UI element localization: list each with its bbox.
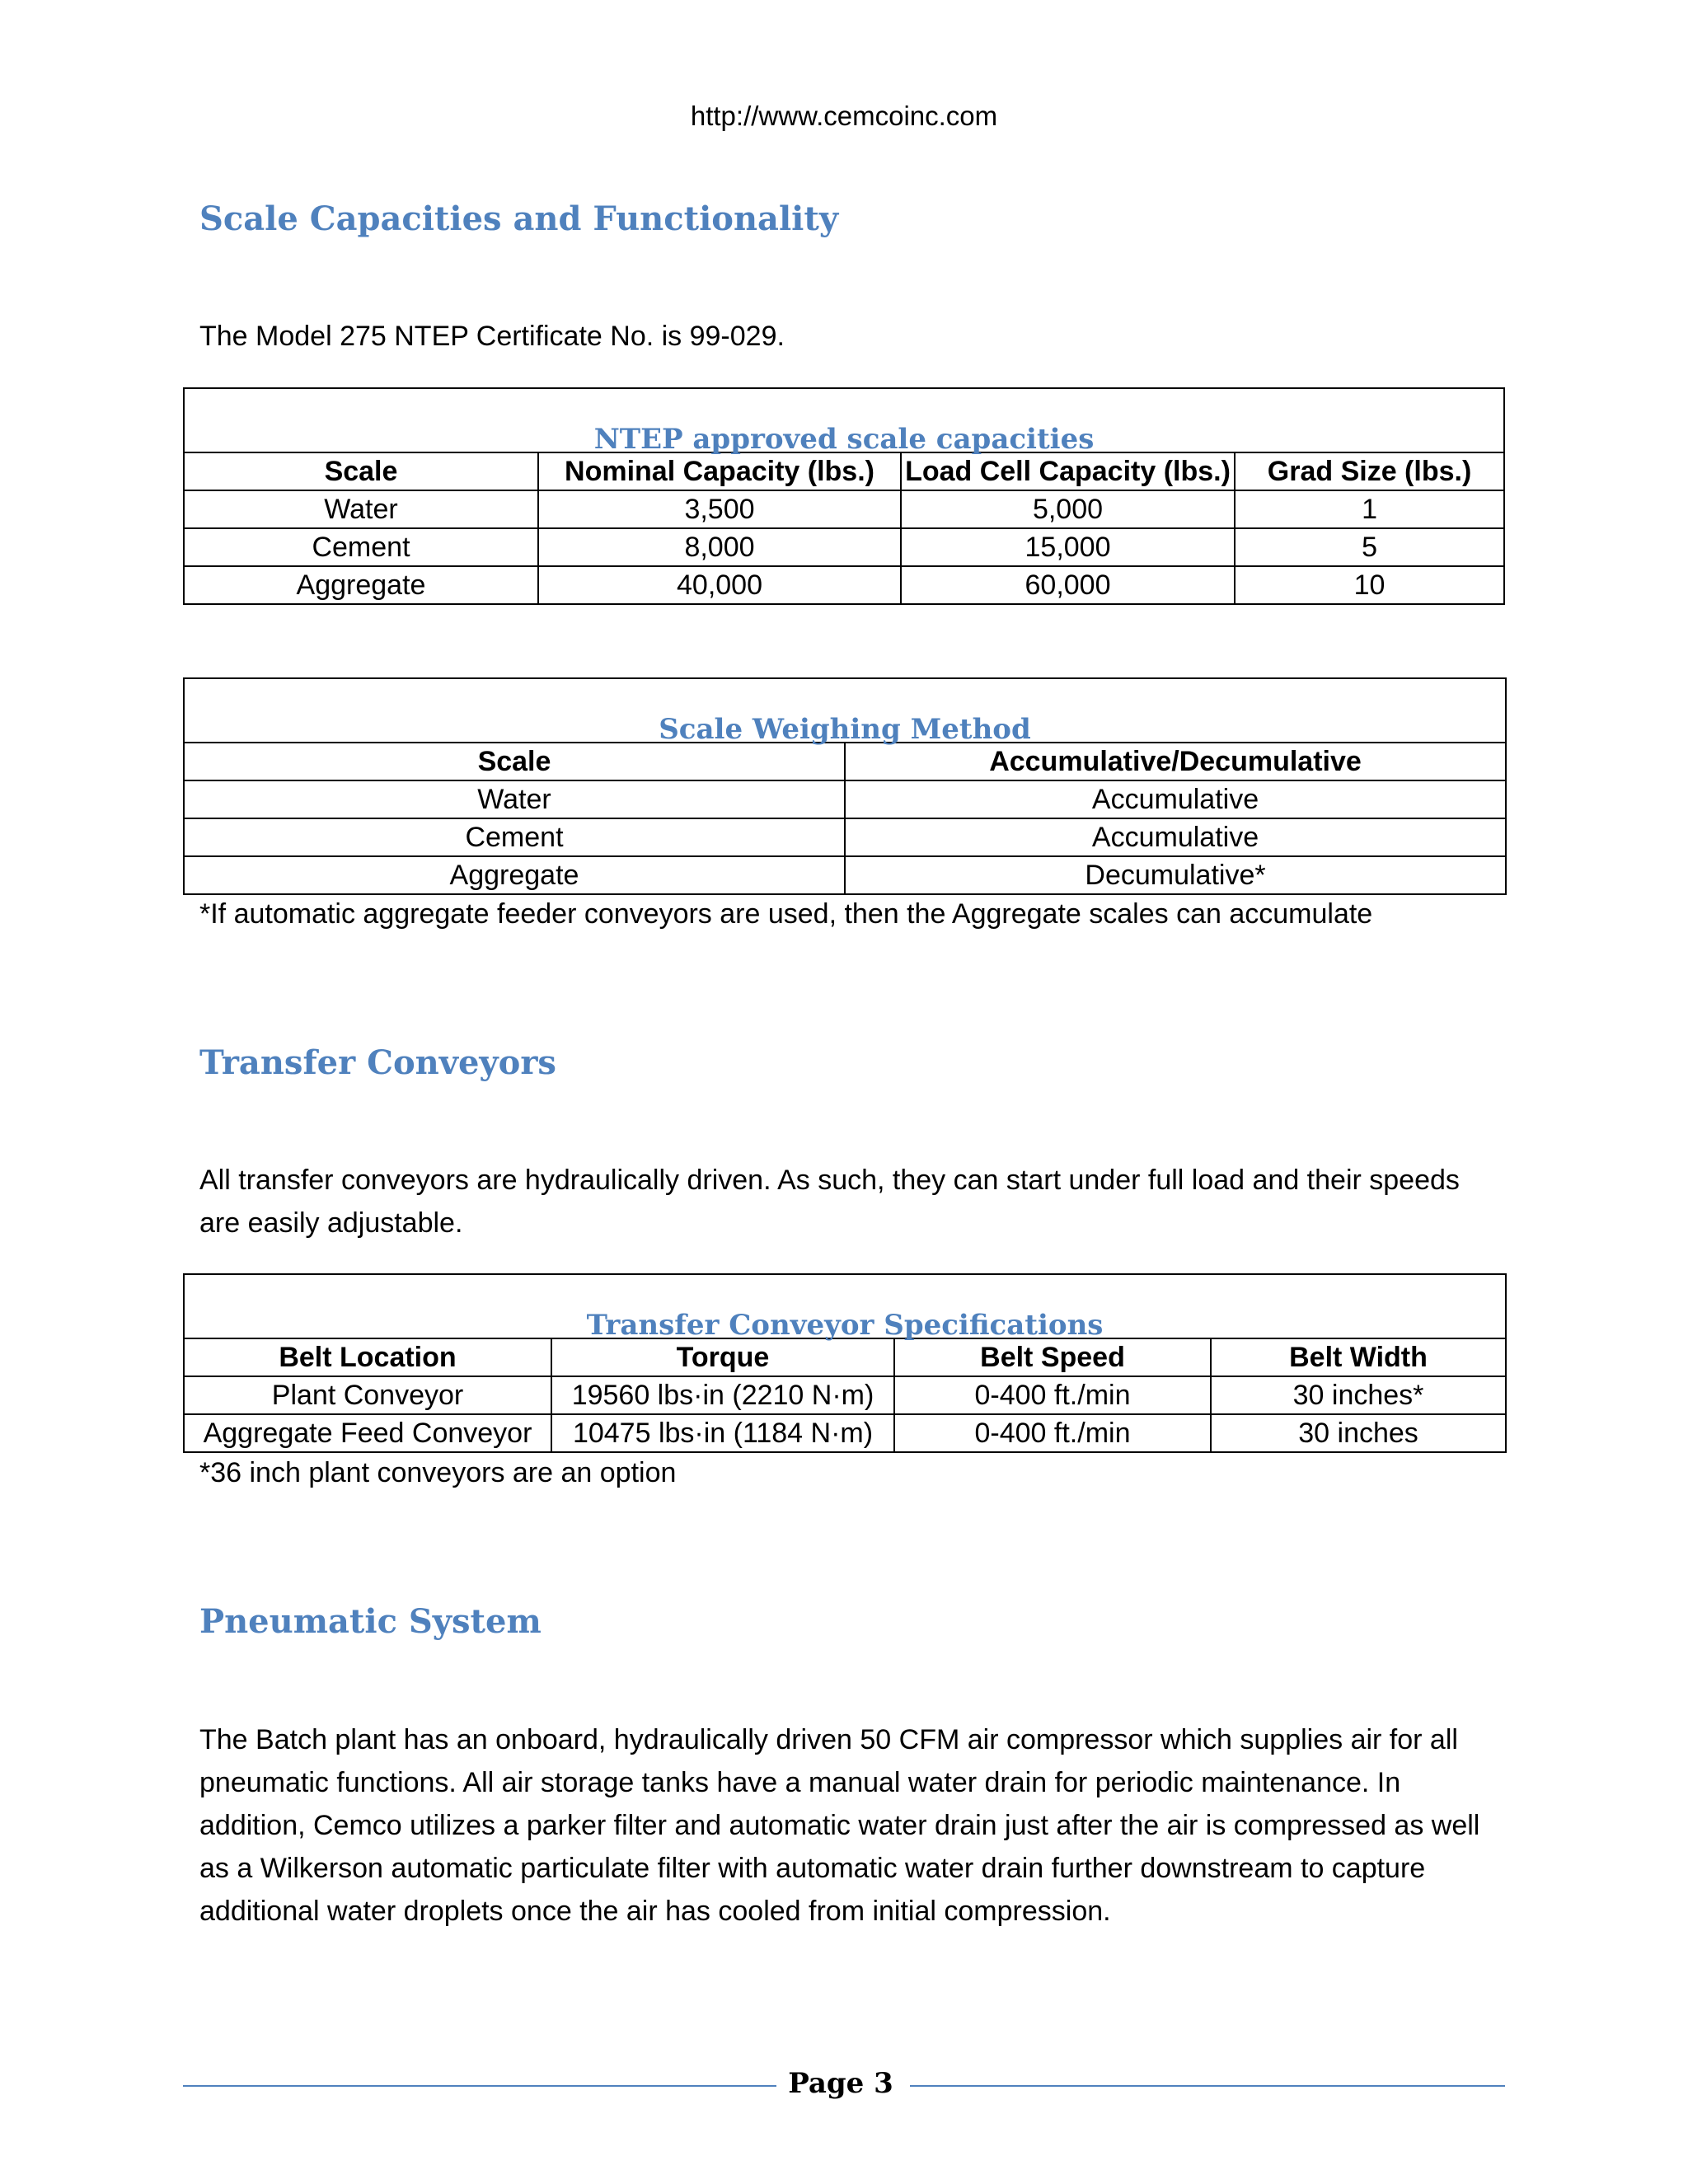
- table-cell: Cement: [184, 528, 538, 566]
- table-cell: Aggregate Feed Conveyor: [184, 1414, 551, 1452]
- conveyor-footnote: *36 inch plant conveyors are an option: [199, 1457, 677, 1488]
- table-cell: Aggregate: [184, 856, 845, 894]
- table-cell: 8,000: [538, 528, 901, 566]
- column-header: Nominal Capacity (lbs.): [538, 452, 901, 490]
- table-cell: 40,000: [538, 566, 901, 604]
- table-caption: Scale Weighing Method: [184, 678, 1506, 743]
- table-cell: 1: [1235, 490, 1504, 528]
- pneumatic-system-text: The Batch plant has an onboard, hydraulically driven 50 CFM air compressor which supplies air for all pneumatic functions. All air storage tanks have a manual water drain for periodic maintenance. In addition, Cemco utilizes a parker filter and automatic water drain just after the air is compressed as well as a Wilkerson automatic particulate filter with automatic water drain further downstream to capture additional water droplets once the air has cooled from initial compression.: [199, 1724, 1480, 1927]
- transfer-conveyors-text: All transfer conveyors are hydraulically driven. As such, they can start under full load and their speeds are easily adjustable.: [199, 1165, 1460, 1239]
- column-header: Belt Location: [184, 1338, 551, 1376]
- table-cell: 30 inches: [1211, 1414, 1506, 1452]
- table-cell: 19560 lbs·in (2210 N·m): [551, 1376, 894, 1414]
- section-heading-pneumatic-system: Pneumatic System: [199, 1602, 542, 1641]
- table-row: [184, 780, 1506, 818]
- table-cell: 30 inches*: [1211, 1376, 1506, 1414]
- table-row: [184, 1376, 1506, 1414]
- table-cell: Accumulative: [845, 780, 1506, 818]
- table-row: [184, 1414, 1506, 1452]
- header-url[interactable]: http://www.cemcoinc.com: [690, 101, 998, 131]
- column-header: Belt Speed: [894, 1338, 1211, 1376]
- column-header: Grad Size (lbs.): [1235, 452, 1504, 490]
- ntep-capacities-table: [183, 387, 1505, 605]
- table-cell: 0-400 ft./min: [894, 1414, 1211, 1452]
- table-cell: Decumulative*: [845, 856, 1506, 894]
- table-row: [184, 490, 1504, 528]
- table-cell: Aggregate: [184, 566, 538, 604]
- table-caption: NTEP approved scale capacities: [184, 388, 1504, 452]
- table-caption: Transfer Conveyor Specifications: [184, 1274, 1506, 1338]
- table-cell: 0-400 ft./min: [894, 1376, 1211, 1414]
- table-cell: 3,500: [538, 490, 901, 528]
- table-cell: Cement: [184, 818, 845, 856]
- table-cell: 15,000: [901, 528, 1235, 566]
- table-row: [184, 528, 1504, 566]
- table-cell: 5,000: [901, 490, 1235, 528]
- table-row: [184, 856, 1506, 894]
- table-cell: 10475 lbs·in (1184 N·m): [551, 1414, 894, 1452]
- table-cell: 5: [1235, 528, 1504, 566]
- weighing-method-table: [183, 677, 1507, 895]
- column-header: Scale: [184, 743, 845, 780]
- section-heading-scale-capacities: Scale Capacities and Functionality: [199, 199, 839, 238]
- column-header: Load Cell Capacity (lbs.): [901, 452, 1235, 490]
- ntep-certificate-text: The Model 275 NTEP Certificate No. is 99-029.: [199, 321, 785, 352]
- column-header: Belt Width: [1211, 1338, 1506, 1376]
- table-row: [184, 566, 1504, 604]
- table-cell: Water: [184, 780, 845, 818]
- table-cell: 60,000: [901, 566, 1235, 604]
- column-header: Torque: [551, 1338, 894, 1376]
- column-header: Scale: [184, 452, 538, 490]
- section-heading-transfer-conveyors: Transfer Conveyors: [199, 1043, 556, 1082]
- table-cell: 10: [1235, 566, 1504, 604]
- aggregate-footnote: *If automatic aggregate feeder conveyors are used, then the Aggregate scales can accumulate: [199, 898, 1373, 930]
- footer-rule-left: [183, 2085, 776, 2087]
- table-cell: Water: [184, 490, 538, 528]
- conveyor-specs-table: [183, 1273, 1507, 1453]
- footer-rule-right: [910, 2085, 1505, 2087]
- table-cell: Plant Conveyor: [184, 1376, 551, 1414]
- table-cell: Accumulative: [845, 818, 1506, 856]
- page-number: Page 3: [788, 2067, 893, 2100]
- table-row: [184, 818, 1506, 856]
- column-header: Accumulative/Decumulative: [845, 743, 1506, 780]
